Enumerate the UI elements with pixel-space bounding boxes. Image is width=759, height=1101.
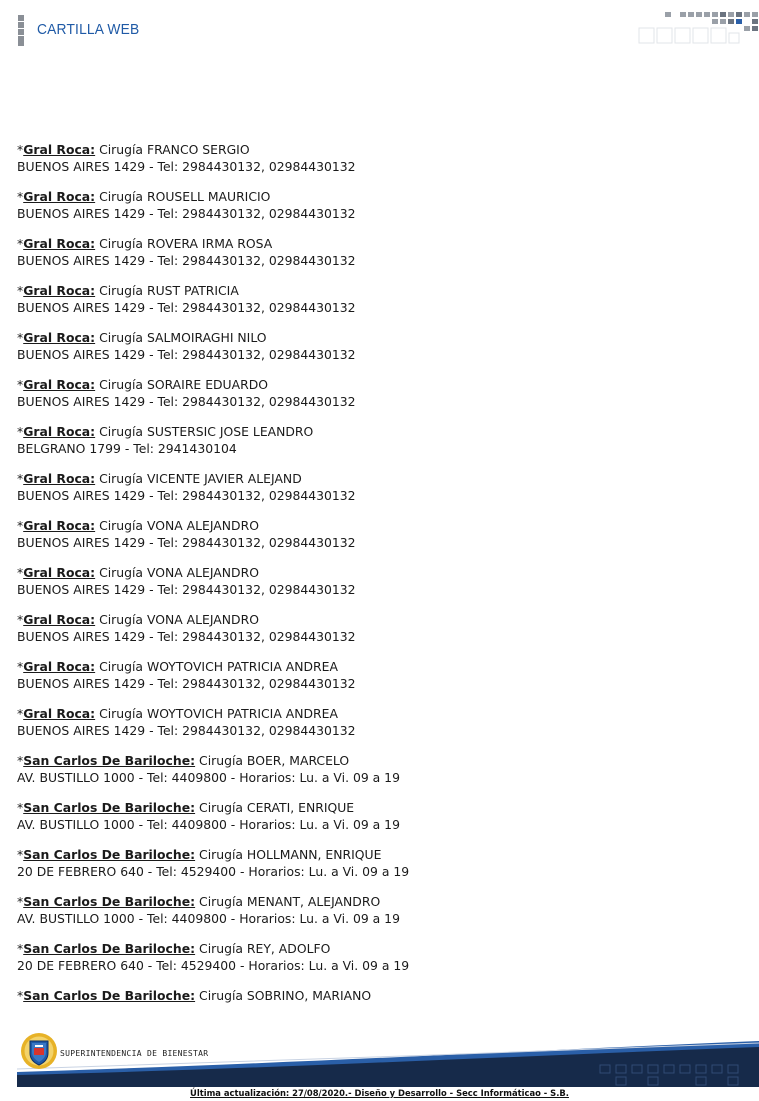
list-item (17, 893, 717, 927)
header-bar-icon (18, 15, 24, 21)
provider-address: BUENOS AIRES 1429 - Tel: 2984430132, 02984430132 (17, 676, 356, 691)
provider-line (17, 846, 717, 863)
provider-address: BUENOS AIRES 1429 - Tel: 2984430132, 02984430132 (17, 159, 356, 174)
list-item (17, 752, 717, 786)
city-label: San Carlos De Bariloche: (23, 800, 196, 815)
city-label: San Carlos De Bariloche: (23, 941, 196, 956)
provider-line (17, 282, 717, 299)
list-item (17, 329, 717, 363)
provider-address: 20 DE FEBRERO 640 - Tel: 4529400 - Horarios: Lu. a Vi. 09 a 19 (17, 864, 410, 879)
list-item (17, 517, 717, 551)
bullet-asterisk: * (17, 659, 24, 674)
provider-line (17, 188, 717, 205)
provider-line (17, 517, 717, 534)
bullet-asterisk: * (17, 518, 24, 533)
provider-address: BUENOS AIRES 1429 - Tel: 2984430132, 02984430132 (17, 394, 356, 409)
city-label: San Carlos De Bariloche: (23, 847, 196, 862)
list-item (17, 470, 717, 504)
page-title: CARTILLA WEB (37, 21, 140, 38)
list-item (17, 658, 717, 692)
list-item (17, 611, 717, 645)
city-label: Gral Roca: (23, 330, 96, 345)
provider-name: Cirugía VONA ALEJANDRO (99, 612, 259, 627)
bullet-asterisk: * (17, 753, 24, 768)
bullet-asterisk: * (17, 377, 24, 392)
organization-name: SUPERINTENDENCIA DE BIENESTAR (60, 1049, 209, 1058)
list-item (17, 141, 717, 175)
city-label: Gral Roca: (23, 377, 96, 392)
list-item (17, 282, 717, 316)
provider-name: Cirugía SORAIRE EDUARDO (99, 377, 269, 392)
provider-name: Cirugía CERATI, ENRIQUE (199, 800, 355, 815)
provider-address: BUENOS AIRES 1429 - Tel: 2984430132, 02984430132 (17, 582, 356, 597)
provider-address: BUENOS AIRES 1429 - Tel: 2984430132, 02984430132 (17, 723, 356, 738)
provider-address: BUENOS AIRES 1429 - Tel: 2984430132, 02984430132 (17, 206, 356, 221)
provider-name: Cirugía FRANCO SERGIO (99, 142, 250, 157)
bullet-asterisk: * (17, 941, 24, 956)
provider-line (17, 376, 717, 393)
city-label: San Carlos De Bariloche: (23, 894, 196, 909)
bullet-asterisk: * (17, 424, 24, 439)
provider-line (17, 940, 717, 957)
provider-line (17, 611, 717, 628)
city-label: Gral Roca: (23, 424, 96, 439)
header-bar-icon (18, 29, 24, 35)
city-label: Gral Roca: (23, 236, 96, 251)
provider-address: AV. BUSTILLO 1000 - Tel: 4409800 - Horarios: Lu. a Vi. 09 a 19 (17, 817, 400, 832)
provider-line (17, 235, 717, 252)
provider-name: Cirugía VICENTE JAVIER ALEJAND (99, 471, 302, 486)
bullet-asterisk: * (17, 988, 24, 1003)
header-bar-icon (18, 41, 24, 46)
provider-line (17, 470, 717, 487)
provider-line (17, 752, 717, 769)
provider-name: Cirugía REY, ADOLFO (199, 941, 331, 956)
bullet-asterisk: * (17, 283, 24, 298)
provider-address: BUENOS AIRES 1429 - Tel: 2984430132, 02984430132 (17, 629, 356, 644)
provider-list (17, 141, 717, 1017)
city-label: Gral Roca: (23, 189, 96, 204)
provider-address: BUENOS AIRES 1429 - Tel: 2984430132, 02984430132 (17, 488, 356, 503)
provider-address: BUENOS AIRES 1429 - Tel: 2984430132, 02984430132 (17, 253, 356, 268)
provider-name: Cirugía HOLLMANN, ENRIQUE (199, 847, 382, 862)
bullet-asterisk: * (17, 236, 24, 251)
city-label: San Carlos De Bariloche: (23, 753, 196, 768)
list-item (17, 940, 717, 974)
bullet-asterisk: * (17, 800, 24, 815)
provider-line (17, 329, 717, 346)
list-item (17, 987, 717, 1004)
provider-address: AV. BUSTILLO 1000 - Tel: 4409800 - Horarios: Lu. a Vi. 09 a 19 (17, 911, 400, 926)
provider-name: Cirugía BOER, MARCELO (199, 753, 350, 768)
list-item (17, 188, 717, 222)
provider-name: Cirugía ROUSELL MAURICIO (99, 189, 271, 204)
bullet-asterisk: * (17, 330, 24, 345)
city-label: Gral Roca: (23, 612, 96, 627)
city-label: Gral Roca: (23, 706, 96, 721)
provider-line (17, 423, 717, 440)
list-item (17, 705, 717, 739)
bullet-asterisk: * (17, 471, 24, 486)
provider-address: BUENOS AIRES 1429 - Tel: 2984430132, 02984430132 (17, 347, 356, 362)
city-label: Gral Roca: (23, 471, 96, 486)
provider-name: Cirugía SALMOIRAGHI NILO (99, 330, 267, 345)
list-item (17, 376, 717, 410)
provider-name: Cirugía VONA ALEJANDRO (99, 565, 259, 580)
provider-address: 20 DE FEBRERO 640 - Tel: 4529400 - Horarios: Lu. a Vi. 09 a 19 (17, 958, 410, 973)
bullet-asterisk: * (17, 847, 24, 862)
bullet-asterisk: * (17, 142, 24, 157)
provider-line (17, 564, 717, 581)
city-label: Gral Roca: (23, 659, 96, 674)
city-label: San Carlos De Bariloche: (23, 988, 196, 1003)
bullet-asterisk: * (17, 706, 24, 721)
provider-line (17, 705, 717, 722)
list-item (17, 799, 717, 833)
provider-name: Cirugía WOYTOVICH PATRICIA ANDREA (99, 706, 338, 721)
list-item (17, 846, 717, 880)
city-label: Gral Roca: (23, 518, 96, 533)
provider-name: Cirugía RUST PATRICIA (99, 283, 239, 298)
page-footer (0, 1025, 759, 1101)
provider-name: Cirugía WOYTOVICH PATRICIA ANDREA (99, 659, 338, 674)
provider-name: Cirugía MENANT, ALEJANDRO (199, 894, 381, 909)
bullet-asterisk: * (17, 189, 24, 204)
shield-emblem-icon (20, 1032, 58, 1070)
provider-address: BELGRANO 1799 - Tel: 2941430104 (17, 441, 237, 456)
pixel-grid-decoration (636, 12, 759, 48)
bullet-asterisk: * (17, 565, 24, 580)
city-label: Gral Roca: (23, 142, 96, 157)
bullet-asterisk: * (17, 894, 24, 909)
provider-address: BUENOS AIRES 1429 - Tel: 2984430132, 02984430132 (17, 535, 356, 550)
list-item (17, 564, 717, 598)
last-update-text: Última actualización: 27/08/2020.- Diseño y Desarrollo - Secc Informáticao - S.B. (190, 1088, 569, 1098)
provider-line (17, 658, 717, 675)
provider-name: Cirugía SUSTERSIC JOSE LEANDRO (99, 424, 314, 439)
provider-address: BUENOS AIRES 1429 - Tel: 2984430132, 02984430132 (17, 300, 356, 315)
city-label: Gral Roca: (23, 283, 96, 298)
provider-line (17, 799, 717, 816)
list-item (17, 423, 717, 457)
provider-line (17, 987, 717, 1004)
header-bar-icon (18, 22, 24, 28)
provider-address: AV. BUSTILLO 1000 - Tel: 4409800 - Horarios: Lu. a Vi. 09 a 19 (17, 770, 400, 785)
page-header (0, 0, 759, 60)
list-item (17, 235, 717, 269)
bullet-asterisk: * (17, 612, 24, 627)
provider-name: Cirugía SOBRINO, MARIANO (199, 988, 372, 1003)
provider-name: Cirugía VONA ALEJANDRO (99, 518, 259, 533)
city-label: Gral Roca: (23, 565, 96, 580)
provider-line (17, 893, 717, 910)
provider-line (17, 141, 717, 158)
provider-name: Cirugía ROVERA IRMA ROSA (99, 236, 273, 251)
